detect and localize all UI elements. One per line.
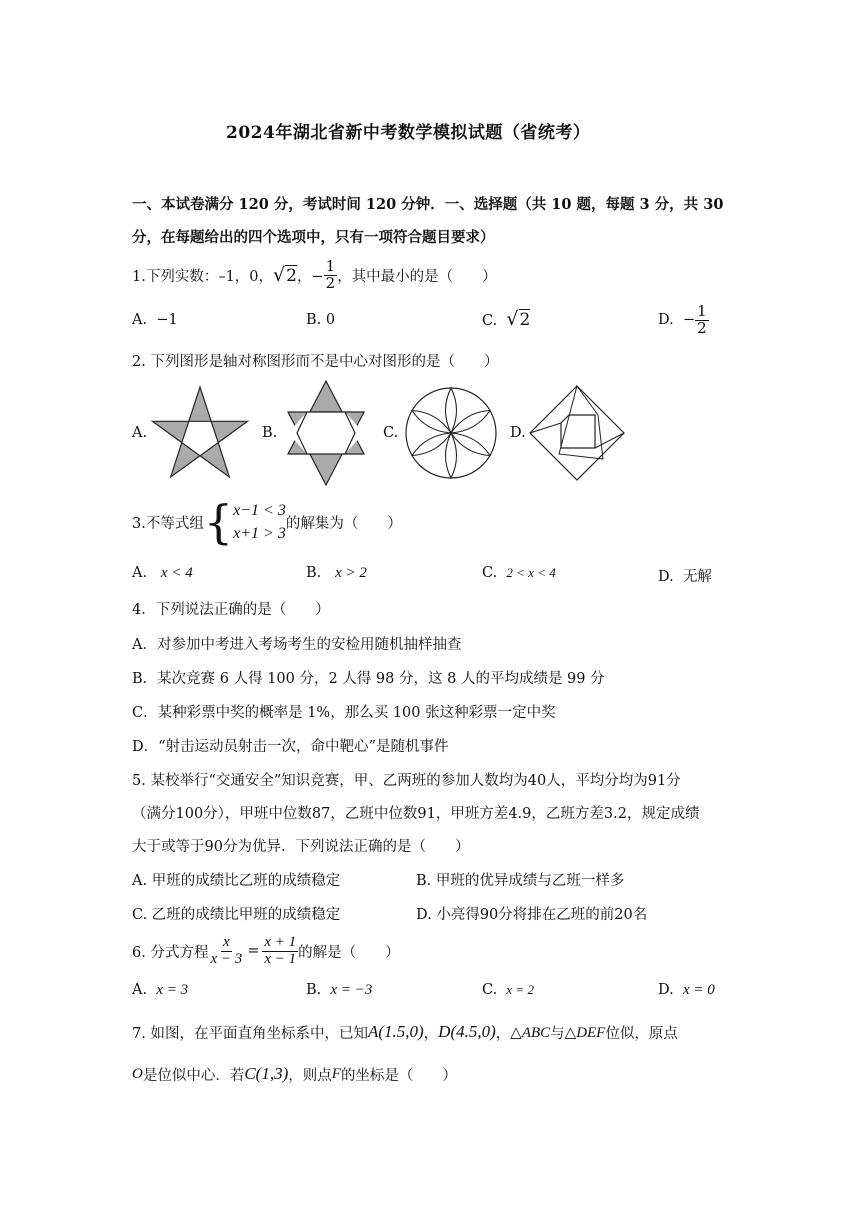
q3-option-b[interactable] [306,565,367,582]
q6-option-b[interactable] [306,982,372,999]
q1-option-b-value: 0 [325,312,336,328]
q1-option-b-label: B. [306,312,322,328]
q2-stem: 2. 下列图形是轴对称图形而不是中心对图形的是（ ） [132,354,499,370]
q1-option-d-sign: − [682,312,696,328]
diamond-square-figure [528,384,626,482]
q3-stem [132,494,402,550]
q1-option-d[interactable] [658,300,709,340]
q5-option-c[interactable]: C. 乙班的成绩比甲班的成绩稳定 [132,907,341,923]
q5-line-1: 5. 某校举行“交通安全”知识竞赛，甲、乙两班的参加人数均为40人，平均分均为91分 [132,773,681,789]
q7-text-4: ，则点 [288,1067,332,1084]
q3-option-a-value: x < 4 [160,565,193,581]
q1-suffix: ，其中最小的是（ ） [337,268,497,285]
q6-right-fraction [262,935,298,968]
q5-line-3: 大于或等于90分为优异．下列说法正确的是（ ） [132,839,470,855]
q2-option-b-label[interactable]: B. [262,425,278,441]
q6-prefix: 6. 分式方程 [132,944,209,961]
q6-option-b-label: B. [306,982,322,998]
q3-option-d-label: D. [658,569,674,585]
q7-point-f: F [331,1065,341,1082]
q3-prefix: 3.不等式组 [132,515,204,532]
q6-option-c-label: C. [482,982,498,998]
intro-line-1: 一、本试卷满分 120 分，考试时间 120 分钟．一、选择题（共 10 题，每题 3 分，共 30 [132,196,724,213]
q3-system [233,499,286,545]
q6-option-a-label: A. [132,982,148,998]
q1-option-a-label: A. [132,312,148,328]
q3-option-d-value: 无解 [682,569,712,585]
q4-option-d[interactable]: D．“射击运动员射击一次，命中靶心”是随机事件 [132,739,449,755]
q1-option-d-num: 1 [697,301,707,320]
q3-suffix: 的解集为（ ） [285,515,402,532]
q6-option-c[interactable] [482,982,534,998]
q6-option-d-value: x = 0 [682,982,715,998]
q7-line-1 [132,1018,678,1046]
q5-option-a[interactable]: A. 甲班的成绩比乙班的成绩稳定 [132,873,341,889]
q7-point-a: A(1.5,0) [367,1022,424,1041]
q6-option-d-label: D. [658,982,674,998]
q1-option-d-den: 2 [697,318,707,337]
q7-point-c: C(1,3) [244,1064,289,1083]
five-point-star-figure [150,384,250,480]
q6-option-a-value: x = 3 [156,982,189,998]
q7-point-d: D(4.5,0) [438,1022,496,1041]
q7-triangle-abc: △ABC [510,1024,551,1041]
q1-option-c-sqrt: √2 [506,308,531,330]
q3-option-a-label: A. [132,565,148,581]
q1-option-b[interactable] [306,312,335,328]
q1-sqrt-value: 2 [286,266,297,286]
q5-option-d[interactable]: D. 小亮得90分将排在乙班的前20名 [416,907,648,923]
q7-text-1: 7. 如图，在平面直角坐标系中，已知 [132,1025,368,1042]
q6-left-den: x − 3 [210,950,243,967]
brace-icon: { [203,495,234,549]
q5-option-b[interactable]: B. 甲班的优异成绩与乙班一样多 [416,873,625,889]
q3-eq-2: x+1 > 3 [233,525,286,542]
q3-option-c[interactable] [482,565,556,581]
q2-option-d-label[interactable]: D. [510,425,526,441]
q7-origin: O [132,1065,143,1082]
q4-option-c[interactable]: C．某种彩票中奖的概率是 1%，那么买 100 张这种彩票一定中奖 [132,705,556,721]
q2-option-c-label[interactable]: C. [383,425,399,441]
q1-frac-num: 1 [325,256,336,275]
q6-option-d[interactable] [658,982,715,999]
q1-option-c-value: 2 [519,310,531,330]
q6-option-a[interactable] [132,982,188,999]
q7-line-2 [132,1060,457,1088]
q7-text-3: 是位似中心．若 [142,1067,245,1084]
q3-option-a[interactable] [132,565,193,582]
q3-option-d[interactable] [658,565,712,586]
q3-option-c-label: C. [482,565,498,581]
q7-text-5: 的坐标是（ ） [340,1067,457,1084]
q6-right-den: x − 1 [264,950,297,967]
q1-option-d-fraction [695,301,709,337]
q4-option-b[interactable]: B．某次竞赛 6 人得 100 分，2 人得 98 分，这 8 人的平均成绩是 99 分 [132,671,605,687]
q6-left-fraction [208,935,244,968]
q4-option-a[interactable]: A．对参加中考进入考场考生的安检用随机抽样抽查 [132,637,462,653]
q6-stem [132,930,400,972]
q4-stem: 4．下列说法正确的是（ ） [132,602,330,618]
flower-circle-figure [402,384,500,482]
q1-stem [132,258,497,292]
q7-connector: 与 [550,1025,565,1042]
q1-sep: ，− [296,268,324,285]
six-point-star-figure [280,378,372,488]
q7-comma-2: ， [495,1025,511,1042]
q5-line-2: （满分100分），甲班中位数87，乙班中位数91，甲班方差4.9，乙班方差3.2，规定成绩 [132,806,700,822]
q6-option-b-value: x = −3 [330,982,373,998]
q6-right-num: x + 1 [264,933,297,950]
q7-text-2: 位似，原点 [605,1025,678,1042]
q1-option-c-label: C. [482,313,498,329]
q7-comma-1: ， [423,1025,439,1042]
q1-frac-den: 2 [325,273,336,292]
q3-option-b-label: B. [306,565,322,581]
q6-equals: = [247,943,260,959]
q1-option-c[interactable] [482,308,530,330]
q1-sqrt: √2 [273,264,297,286]
q1-prefix: 1.下列实数：–1，0， [132,268,274,285]
q3-eq-1: x−1 < 3 [233,501,286,519]
q6-option-c-value: x = 2 [506,982,534,997]
q3-option-b-value: x > 2 [335,565,367,581]
q6-suffix: 的解是（ ） [298,944,400,961]
q7-triangle-def: △DEF [564,1024,606,1041]
intro-line-2: 分，在每题给出的四个选项中，只有一项符合题目要求） [132,229,495,246]
page-title: 2024年湖北省新中考数学模拟试题（省统考） [226,123,591,143]
q3-option-c-value: 2 < x < 4 [506,565,556,580]
q1-fraction [324,256,338,292]
q2-option-a-label[interactable]: A. [132,425,148,441]
q6-left-num: x [223,933,230,950]
q1-option-a[interactable] [132,312,178,328]
q1-option-a-value: −1 [156,312,178,328]
q1-option-d-label: D. [658,312,674,328]
